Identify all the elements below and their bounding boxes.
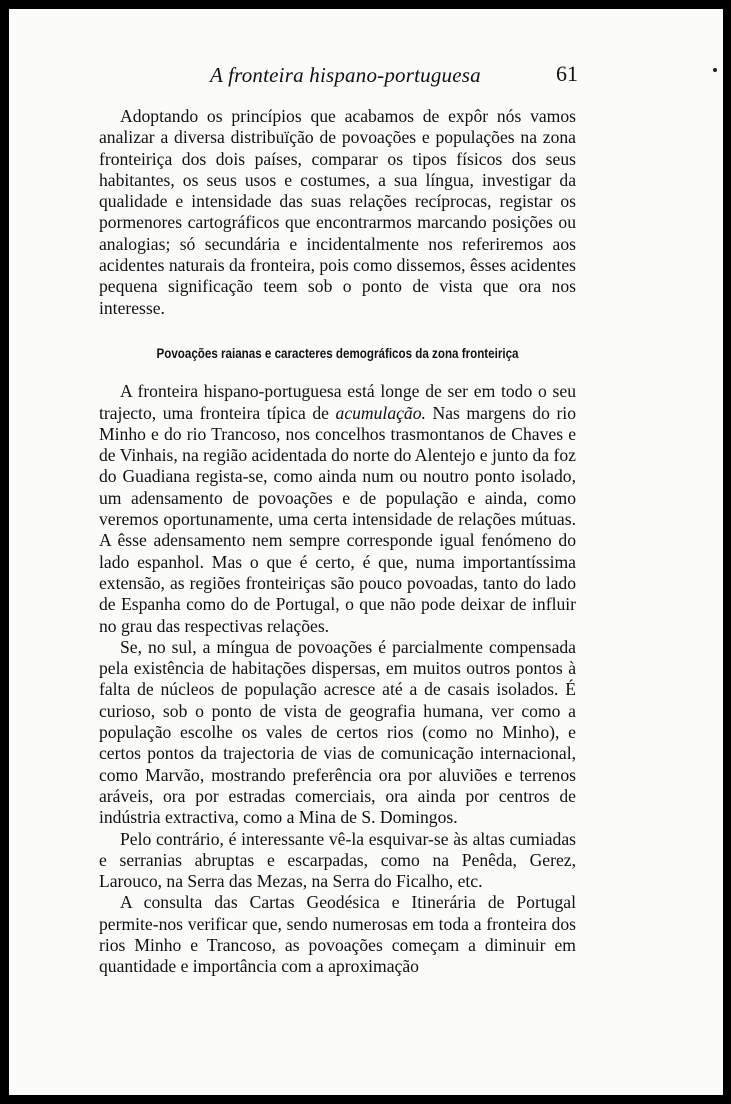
paragraph-5: A consulta das Cartas Geodésica e Itinerária de Portugal permite-nos verificar que, sendo numerosas em toda a fronteira dos rios Minho e Trancoso, as povoações começam a diminuir em quantidade e importância com a aproximação: [99, 892, 576, 977]
running-title: A fronteira hispano-portuguesa: [210, 63, 481, 87]
scan-speck: [713, 68, 717, 72]
paragraph-4: Pelo contrário, é interessante vê-la esquivar-se às altas cumiadas e serranias abruptas e escarpadas, como na Penêda, Gerez, Larouco, na Serra das Mezas, na Serra do Ficalho, etc.: [99, 828, 576, 892]
paragraph-2-start: A fronteira hispano-portuguesa está longe de ser em todo o seu trajecto, uma fronteira típica de: [99, 381, 576, 423]
page-body: [99, 106, 576, 978]
page-number: 61: [556, 61, 578, 86]
section-heading: Povoações raianas e caracteres demográficos da zona fronteiriça: [156, 345, 519, 361]
paragraph-2-rest: Nas margens do rio Minho e do rio Trancoso, nos concelhos trasmontanos de Chaves e de Vinhais, na região acidentada do norte do Alentejo e junto da foz do Guadiana regista-se, como ainda num ou noutro ponto isolado, um adensamento de povoações e de população e ainda, como veremos oportunamente, uma certa intensidade de relações mútuas. A êsse adensamento nem sempre corresponde igual fenómeno do lado espanhol. Mas o que é certo, é que, numa importantíssima extensão, as regiões fronteiriças são pouco povoadas, tanto do lado de Espanha como do de Portugal, o que não pode deixar de influir no grau das respectivas relações.: [99, 402, 576, 636]
paragraph-3: Se, no sul, a míngua de povoações é parcialmente compensada pela existência de habitações dispersas, em muitos outros pontos à falta de núcleos de população acresce até a de casais isolados. É curioso, sob o ponto de vista de geografia humana, ver como a população escolhe os vales de certos rios (como no Minho), e certos pontos da trajectoria de vias de comunicação internacional, como Marvão, mostrando preferência ora por aluviões e terrenos aráveis, ora por estradas comerciais, ora ainda por centros de indústria extractiva, como a Mina de S. Domingos.: [99, 636, 576, 828]
emphasis-acumulacao: acumulação.: [335, 402, 426, 423]
paragraph-1: Adoptando os princípios que acabamos de expôr nós vamos analizar a diversa distribuïção de povoações e populações na zona fronteiriça dos dois países, comparar os tipos físicos dos seus habitantes, os seus usos e costumes, a sua língua, investigar da qualidade e intensidade das suas relações recíprocas, registar os pormenores cartográficos que encontrarmos marcando posições ou analogias; só secundária e incidentalmente nos referiremos aos acidentes naturais da fronteira, pois como dissemos, êsses acidentes pequena significação teem sob o ponto de vista que ora nos interesse.: [99, 106, 576, 318]
page-header: [100, 60, 578, 90]
paragraph-2: [99, 381, 576, 637]
